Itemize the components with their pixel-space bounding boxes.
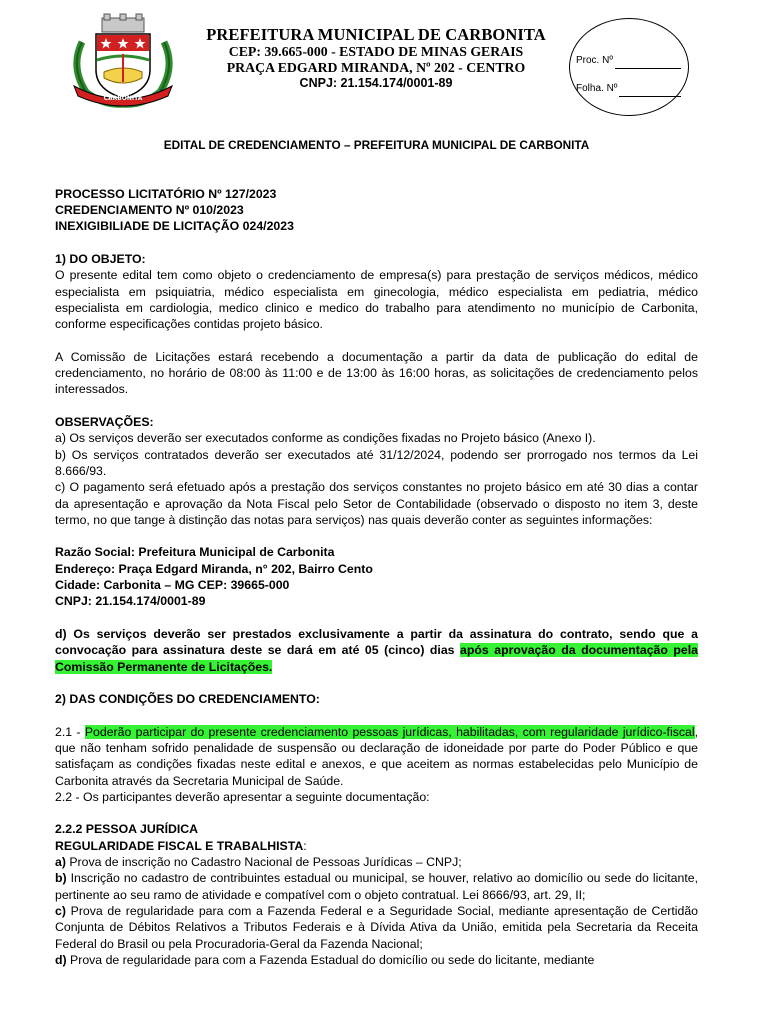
observation-d-text: d) Os serviços deverão ser prestados exclusivamente a partir da assinatura do contrato, sendo que a convocação para assinatura deste se dará em até 05 (cinco) dias	[55, 626, 698, 658]
item-2-2: 2.2 - Os participantes deverão apresentar a seguinte documentação:	[55, 789, 430, 804]
credenciamento-number: CREDENCIAMENTO Nº 010/2023	[55, 203, 244, 218]
letterhead-text	[196, 26, 556, 91]
inexigibilidade-number: INEXIGIBILIADE DE LICITAÇÃO 024/2023	[55, 219, 294, 234]
section-2-heading: 2) DAS CONDIÇÕES DO CREDENCIAMENTO:	[55, 692, 320, 707]
folha-number-field	[576, 81, 681, 97]
invoice-cnpj: CNPJ: 21.154.174/0001-89	[55, 594, 206, 609]
letterhead	[64, 8, 704, 108]
folha-number-label: Folha. Nº	[576, 83, 618, 94]
proc-number-field	[576, 53, 681, 69]
requirement-a: a) Prova de inscrição no Cadastro Nacional de Pessoas Jurídicas – CNPJ;	[55, 855, 462, 870]
invoice-cidade: Cidade: Carbonita – MG CEP: 39665-000	[55, 578, 290, 593]
invoice-endereco: Endereço: Praça Edgard Miranda, n° 202, Bairro Cento	[55, 561, 373, 576]
proc-number-label: Proc. Nº	[576, 55, 613, 66]
item-2-1	[55, 724, 698, 789]
observation-b: b) Os serviços contratados deverão ser executados até 31/12/2024, podendo ser prorrogado nos termos da Lei 8.666/93.	[55, 447, 698, 478]
crest-ribbon-text: CARBONITA	[103, 95, 143, 102]
letterhead-cep: CEP: 39.665-000 - ESTADO DE MINAS GERAIS	[228, 44, 524, 59]
section-1-paragraph-2: A Comissão de Licitações estará recebendo a documentação a partir da data de publicação do edital de credenciamento, no horário de 08:00 às 11:00 e de 13:00 às 16:00 horas, as solicitações de credenciamento pelos interessados.	[55, 349, 698, 397]
protocol-stamp	[569, 18, 689, 116]
observation-a: a) Os serviços deverão ser executados conforme as condições fixadas no Projeto básico (Anexo I).	[55, 431, 596, 446]
document-body	[55, 137, 698, 968]
municipality-name: PREFEITURA MUNICIPAL DE CARBONITA	[206, 25, 546, 44]
observations-heading: OBSERVAÇÕES:	[55, 415, 154, 430]
observation-d-highlight: após aprovação da documentação pela Comissão Permanente de Licitações.	[55, 643, 698, 674]
item-2-1-highlight: Poderão participar do presente credenciamento pessoas jurídicas, habilitadas, com regularidade jurídico-fiscal	[84, 724, 695, 739]
regularidade-heading: REGULARIDADE FISCAL E TRABALHISTA:	[55, 838, 307, 853]
observation-d	[55, 626, 698, 675]
document-title: EDITAL DE CREDENCIAMENTO – PREFEITURA MUNICIPAL DE CARBONITA	[163, 138, 590, 152]
requirement-c: c) Prova de regularidade para com a Fazenda Federal e a Seguridade Social, mediante apresentação de Certidão Conjunta de Débitos Relativos a Tributos Federais e à Dívida Ativa da União, emitida pela Secretaria da Receita Federal do Brasil ou pela Procuradoria-Geral da Fazenda Nacional;	[55, 903, 698, 951]
item-2-1-prefix: 2.1 -	[55, 724, 85, 739]
letterhead-cnpj: CNPJ: 21.154.174/0001-89	[299, 76, 453, 90]
processo-number: PROCESSO LICITATÓRIO Nº 127/2023	[55, 186, 277, 201]
section-2-2-2-heading: 2.2.2 PESSOA JURÍDICA	[55, 822, 199, 837]
section-1-paragraph-1: O presente edital tem como objeto o credenciamento de empresa(s) para prestação de serviços médicos, médico especialista em psiquiatria, médico especialista em ginecologia, médico especialista em pediatria, médico especialista em cardiologia, medico clinico e medico do trabalho para atendimento no município de Carbonita, conforme especificações contidas projeto básico.	[55, 268, 698, 332]
letterhead-address: PRAÇA EDGARD MIRANDA, Nº 202 - CENTRO	[226, 60, 526, 75]
municipal-coat-of-arms-icon	[64, 12, 182, 108]
observation-c: c) O pagamento será efetuado após a prestação dos serviços constantes no projeto básico em até 30 dias a contar da apresentação e aprovação da Nota Fiscal pelo Setor de Contabilidade (observado o disposto no item 3, deste termo, no que tange à distinção das notas para serviços) nas quais deverão conter as seguintes informações:	[55, 480, 698, 527]
section-1-heading: 1) DO OBJETO:	[55, 252, 146, 267]
requirement-b: b) Inscrição no cadastro de contribuintes estadual ou municipal, se houver, relativo ao domicílio ou sede do licitante, pertinente ao seu ramo de atividade e compatível com o objeto contratual. Lei 8666/93, art. 29, II;	[55, 871, 698, 902]
item-2-1-text: , que não tenham sofrido penalidade de suspensão ou declaração de idoneidade por parte do Poder Público e que satisfaçam as condições fixadas neste edital e anexos, e que aceitem as normas estabelecidas pelo Município de Carbonita através da Secretaria Municipal de Saúde.	[55, 724, 698, 788]
requirement-d: d) Prova de regularidade para com a Fazenda Estadual do domicílio ou sede do licitante, mediante	[55, 952, 595, 967]
invoice-razao-social: Razão Social: Prefeitura Municipal de Carbonita	[55, 545, 335, 560]
